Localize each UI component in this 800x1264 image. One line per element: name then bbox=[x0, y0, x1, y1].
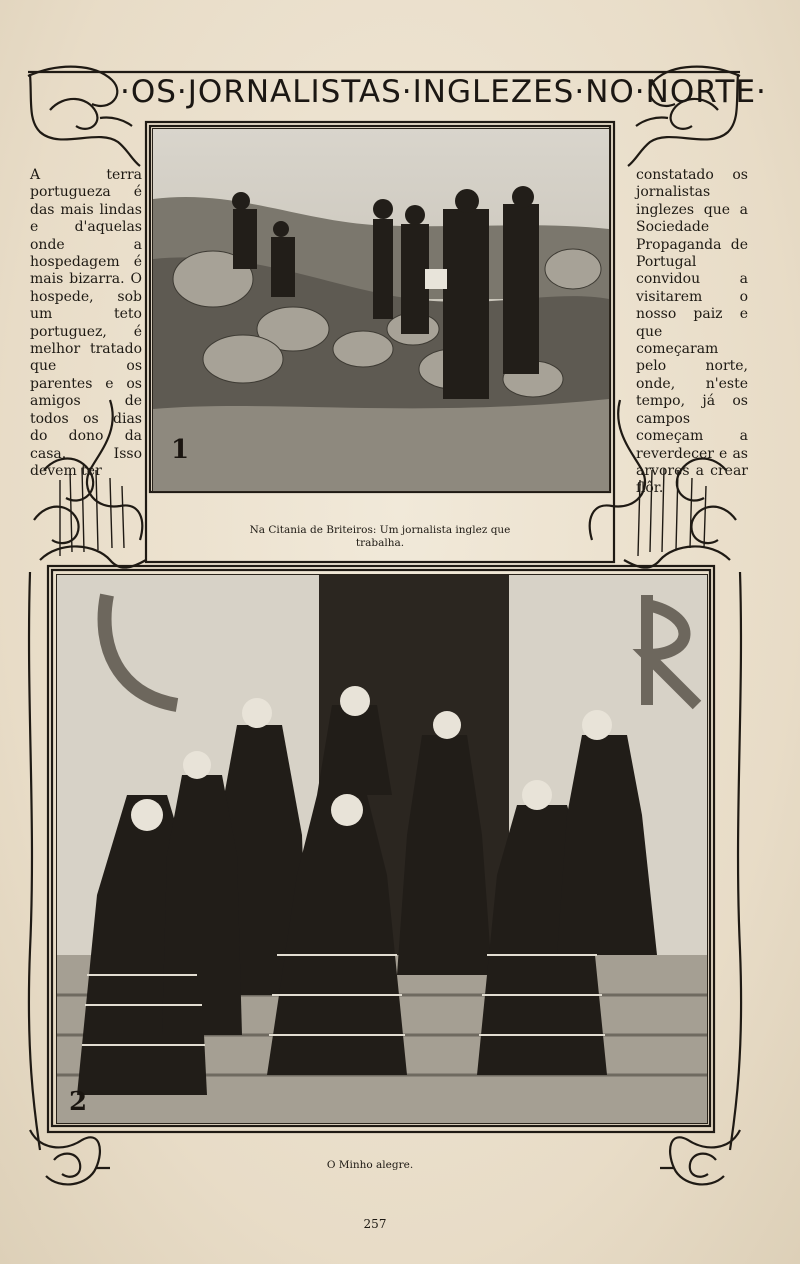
photo-journalist bbox=[152, 128, 610, 492]
photo-caption: O Minho alegre. bbox=[326, 1159, 414, 1171]
photo-journalist-image bbox=[153, 129, 609, 491]
photo-minho-women-image bbox=[57, 575, 707, 1123]
photo-caption: Na Citania de Briteiros: Um jornalista inglez que trabalha. bbox=[249, 524, 511, 549]
article-text-left: A terra portugueza é das mais lindas e d'aquelas onde a hospedagem é mais bizarra. O hospede, sob um teto portuguez, é melhor tratado que os parentes e os amigos de todos os dias do dono da casa. Isso devem ter bbox=[30, 167, 142, 479]
article-text-right: constatado os jornalistas inglezes que a Sociedade Propaganda de Portugal convidou a visitarem o nosso paiz e que começaram pelo norte, onde, n'este tempo, já os campos começam a reverdecer e as arvores a crear flôr. bbox=[636, 167, 748, 497]
photo-number: 2 bbox=[69, 1087, 88, 1117]
page-number: 257 bbox=[363, 1217, 387, 1231]
photo-minho-women bbox=[56, 574, 708, 1124]
photo-number: 1 bbox=[171, 435, 190, 465]
page-title: ·OS·JORNALISTAS·INGLEZES·NO·NORTE· bbox=[120, 74, 767, 110]
